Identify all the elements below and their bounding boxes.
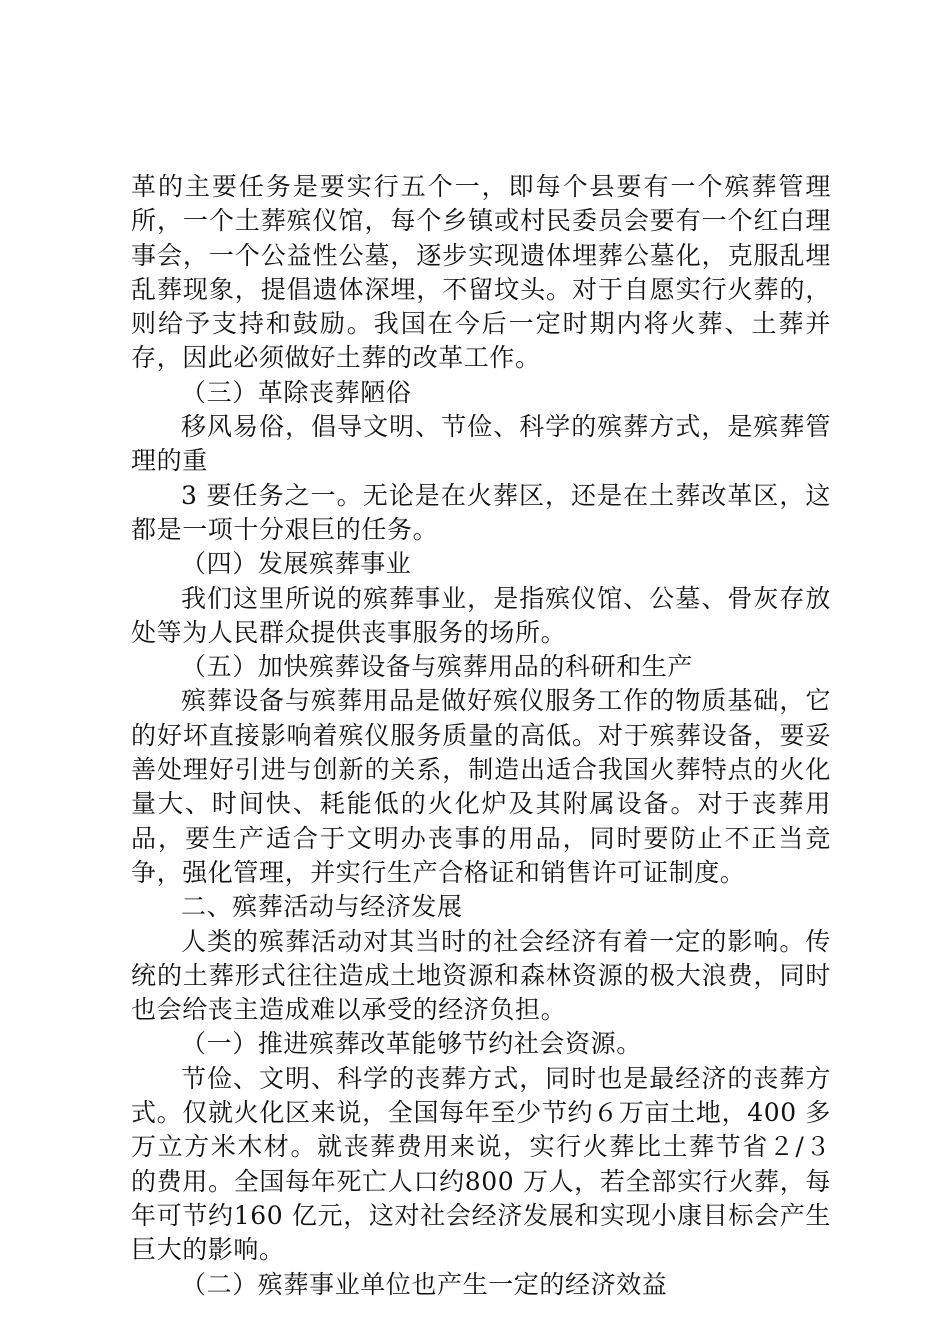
paragraph-6: 我们这里所说的殡葬事业，是指殡仪馆、公墓、骨灰存放处等为人民群众提供丧事服务的场所。 <box>131 583 831 647</box>
section-heading-1: （一）推进殡葬改革能够节约社会资源。 <box>181 1029 642 1059</box>
paragraph-1: 革的主要任务是要实行五个一，即每个县要有一个殡葬管理所，一个土葬殡仪馆，每个乡镇或村民委员会要有一个红白理事会，一个公益性公墓，逐步实现遗体埋葬公墓化，克服乱埋乱葬现象，提倡遗体深埋，不留坟头。对于自愿实行火葬的，则给予支持和鼓励。我国在今后一定时期内将火葬、土葬并存，因此必须做好土葬的改革工作。 <box>131 172 831 373</box>
section-heading-3: （三）革除丧葬陋俗 <box>181 377 412 407</box>
section-heading-2: （二）殡葬事业单位也产生一定的经济效益 <box>181 1269 668 1299</box>
paragraph-4: 3 要任务之一。无论是在火葬区，还是在土葬改革区，这都是一项十分艰巨的任务。 <box>131 480 831 544</box>
section-heading-4: （四）发展殡葬事业 <box>181 549 412 579</box>
paragraph-8: 殡葬设备与殡葬用品是做好殡仪服务工作的物质基础，它的好坏直接影响着殡仪服务质量的高低。对于殡葬设备，要妥善处理好引进与创新的关系，制造出适合我国火葬特点的火化量大、时间快、耗能低的火化炉及其附属设备。对于丧葬用品，要生产适合于文明办丧事的用品，同时要防止不正当竞争，强化管理，并实行生产合格证和销售许可证制度。 <box>131 686 831 887</box>
paragraph-3: 移风易俗，倡导文明、节俭、科学的殡葬方式，是殡葬管理的重 <box>131 412 831 476</box>
paragraph-12: 节俭、文明、科学的丧葬方式，同时也是最经济的丧葬方式。仅就火化区来说，全国每年至少节约６万亩土地，400 多万立方米木材。就丧葬费用来说，实行火葬比土葬节省２/３的费用。全国每年死亡人口约800 万人，若全部实行火葬，每年可节约160 亿元，这对社会经济发展和实现小康目标会产生巨大的影响。 <box>131 1063 831 1265</box>
paragraph-10: 人类的殡葬活动对其当时的社会经济有着一定的影响。传统的土葬形式往往造成土地资源和森林资源的极大浪费，同时也会给丧主造成难以承受的经济负担。 <box>131 926 831 1025</box>
document-body <box>131 170 831 1302</box>
chapter-heading-2: 二、殡葬活动与经济发展 <box>181 892 463 922</box>
section-heading-5: （五）加快殡葬设备与殡葬用品的科研和生产 <box>181 652 694 682</box>
